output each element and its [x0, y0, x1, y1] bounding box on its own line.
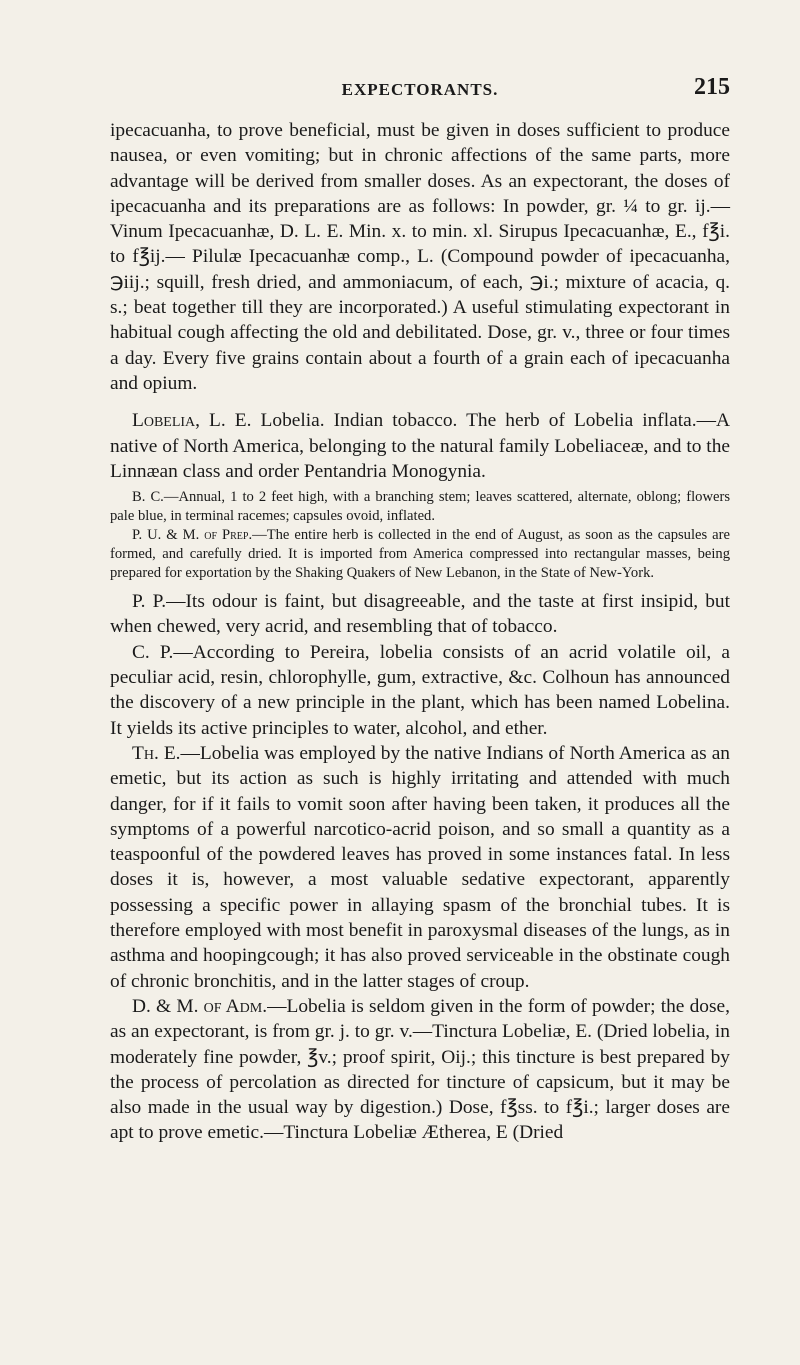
- paragraph-lobelia-intro: [110, 408, 730, 484]
- th-text: —Lobelia was employed by the native Indians of North America as an emetic, but its action as such is highly irritating and attended with much danger, for if it fails to vomit soon after having been taken, it produces all the symptoms of a powerful narcotico-acrid poison, and so small a quantity as a teaspoonful of the powdered leaves has proved in some instances fatal. In less doses it is, however, a most valuable sedative expectorant, apparently possessing a specific power in allaying spasm of the bronchial tubes. It is therefore employed with most benefit in paroxysmal diseases of the lungs, as in asthma and hoopingcough; it has also proved serviceable in the obstinate cough of chronic bronchitis, and in the latter stages of croup.: [110, 742, 731, 992]
- pu-label: P. U. & M. of Prep.: [132, 527, 253, 544]
- paragraph-botanical-characters: [110, 488, 730, 526]
- dm-label: D. & M. of Adm.: [132, 995, 268, 1017]
- botanical-notes: [110, 488, 730, 583]
- th-label: Th. E.: [132, 742, 181, 764]
- paragraph-therapeutic-effects: [110, 741, 730, 994]
- cp-text: —According to Pereira, lobelia consists of an acrid volatile oil, a peculiar acid, resin, chlorophylle, gum, extractive, &c. Colhoun has announced the discovery of a new principle in the plant, which has been named Lobelina. It yields its active principles to water, alcohol, and ether.: [110, 641, 730, 739]
- body-text: [110, 118, 730, 1146]
- paragraph-preparation: [110, 526, 730, 583]
- paragraph-ipecacuanha-doses: ipecacuanha, to prove beneficial, must be given in doses sufficient to produce nausea, or even vomiting; but in chronic affections of the same parts, more advantage will be derived from smaller doses. As an expectorant, the doses of ipecacuanha and its preparations are as follows: In powder, gr. ¼ to gr. ij.—Vinum Ipecacuanhæ, D. L. E. Min. x. to min. xl. Sirupus Ipecacuanhæ, E., f℥i. to f℥ij.— Pilulæ Ipecacuanhæ comp., L. (Compound powder of ipecacuanha, ℈iij.; squill, fresh dried, and ammoniacum, of each, ℈i.; mixture of acacia, q. s.; beat together till they are incorporated.) A useful stimulating expectorant in habitual cough affecting the old and debilitated. Dose, gr. v., three or four times a day. Every five grains contain about a fourth of a grain each of ipecacuanha and opium.: [110, 120, 730, 394]
- lobelia-heading: Lobelia, L. E.: [132, 410, 252, 432]
- paragraph-physical-properties: [110, 589, 730, 640]
- paragraph-dose-administration: [110, 994, 730, 1146]
- page-number: 215: [694, 74, 730, 100]
- cp-label: C. P.: [132, 641, 174, 663]
- dm-text: —Lobelia is seldom given in the form of powder; the dose, as an expectorant, is from gr. j. to gr. v.—Tinctura Lobeliæ, E. (Dried lobelia, in moderately fine powder, ℥v.; proof spirit, Oij.; this tincture is best prepared by the process of percolation as directed for tincture of capsicum, but it may be also made in the usual way by digestion.) Dose, f℥ss. to f℥i.; larger doses are apt to prove emetic.—Tinctura Lobeliæ Ætherea, E (Dried: [110, 995, 730, 1144]
- pp-text: —Its odour is faint, but disagreeable, and the taste at first insipid, but when chewed, very acrid, and resembling that of tobacco.: [110, 591, 731, 638]
- pp-label: P. P.: [132, 591, 167, 613]
- pu-text: —The entire herb is collected in the end of August, as soon as the capsules are formed, and carefully dried. It is imported from America compressed into rectangular masses, being prepared for exportation by the Shaking Quakers of New Lebanon, in the State of New-York.: [110, 527, 730, 582]
- lobelia-intro-text: Lobelia. Indian tobacco. The herb of Lobelia inflata.—A native of North America, belonging to the natural family Lobeliaceæ, and to the Linnæan class and order Pentandria Monogynia.: [110, 410, 730, 482]
- paragraph-chemical-properties: [110, 640, 730, 741]
- running-header: [110, 74, 730, 104]
- running-title: EXPECTORANTS.: [341, 80, 499, 99]
- bc-text: —Annual, 1 to 2 feet high, with a branching stem; leaves scattered, alternate, oblong; flowers pale blue, in terminal racemes; capsules ovoid, inflated.: [110, 489, 730, 525]
- bc-label: B. C.: [132, 489, 164, 506]
